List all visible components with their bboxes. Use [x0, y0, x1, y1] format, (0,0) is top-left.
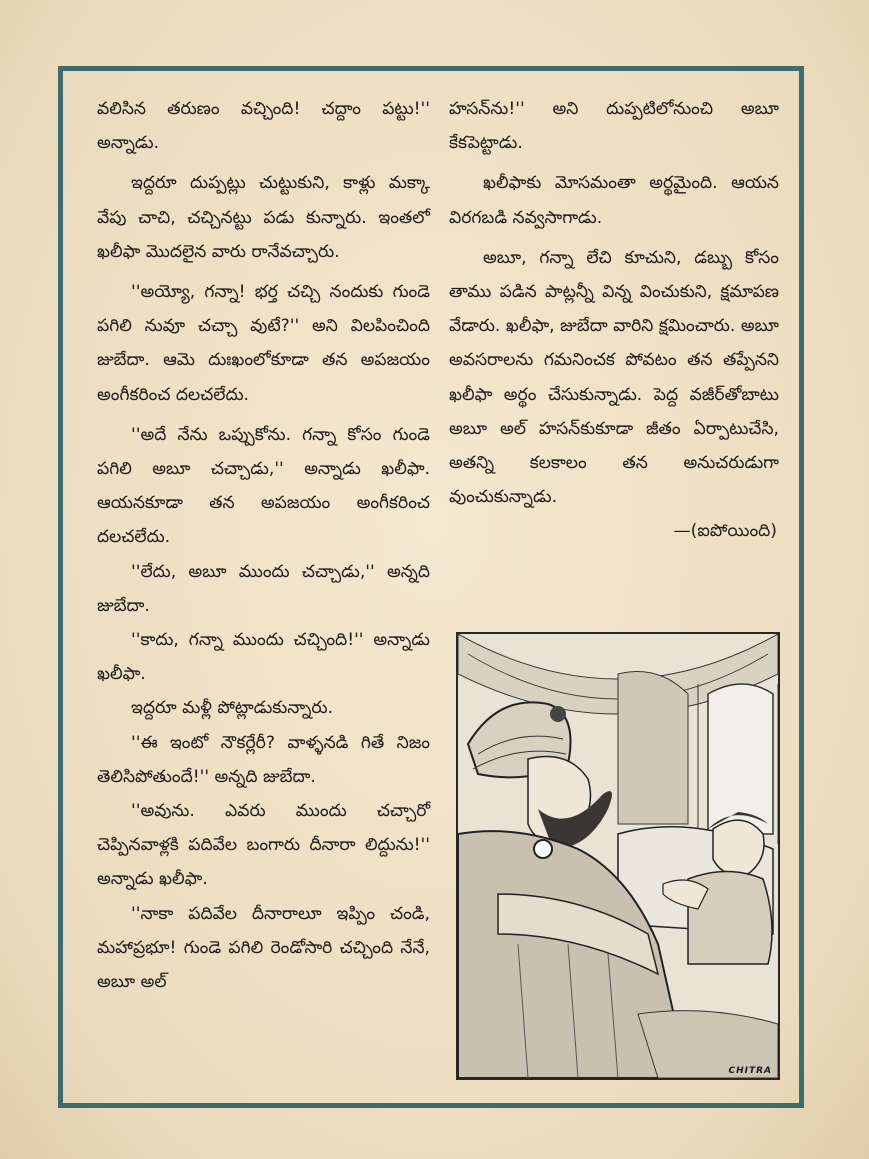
paragraph: ''నాకా పదివేల దీనారాలూ ఇప్పిం చండి, మహాప్రభూ! గుండె పగిలి రెండోసారి చచ్చింది నేనే, అబూ అల్	[97, 903, 430, 993]
paragraph: ఇద్దరూ దుప్పట్లు చుట్టుకుని, కాళ్లు మక్కా వేపు చాచి, చచ్చినట్టు పడు కున్నారు. ఇంతలో ఖలీఫా మొదలైన వారు రానేవచ్చారు.	[97, 173, 430, 262]
paragraph: ఇద్దరూ మళ్లీ పోట్లాడుకున్నారు.	[131, 698, 333, 719]
paragraph: ''అవును. ఎవరు ముందు చచ్చారో చెప్పినవాళ్లకి పదివేల బంగారు దీనారా లిద్దును!'' అన్నాడు ఖలీఫా.	[97, 801, 430, 890]
story-illustration	[456, 632, 780, 1080]
paragraph: ''ఈ ఇంటో నౌకర్లేరీ? వాళ్ళనడి గితే నిజం తెలిసిపోతుందే!'' అన్నది జుబేదా.	[97, 732, 430, 787]
paragraph: వలిసిన తరుణం వచ్చింది! చద్దాం పట్టు!'' అన్నాడు.	[97, 99, 430, 154]
paragraph: అబూ, గన్నా లేచి కూచుని, డబ్బు కోసం తాము పడిన పాట్లన్నీ విన్న వించుకుని, క్షమాపణ వేడారు. ఖలీఫా, జుబేదా వారిని క్షమించారు. అబూ అవసరాలను గమనించక పోవటం తన తప్పేనని ఖలీఫా అర్థం చేసుకున్నాడు. పెద్ద వజీర్‌తోబాటు అబూ అల్ హసన్‌కుకూడా జీతం ఏర్పాటుచేసి, అతన్ని కలకాలం తన అనుచరుడుగా వుంచుకున్నాడు.	[449, 247, 779, 508]
story-end-marker: —(ఐపోయింది)	[673, 521, 777, 542]
paragraph: ''అదే నేను ఒప్పుకోను. గన్నా కోసం గుండె పగిలి అబూ చచ్చాడు,'' అన్నాడు ఖలీఫా. ఆయనకూడా తన అపజయం అంగీకరించ దలచలేదు.	[97, 424, 430, 548]
right-text-column	[449, 92, 779, 549]
paragraph: ఖలీఫాకు మోసమంతా అర్థమైంది. ఆయన విరగబడి నవ్వసాగాడు.	[449, 173, 779, 228]
artist-signature: CHITRA	[728, 1066, 772, 1076]
paragraph: ''అయ్యో, గన్నా! భర్త చచ్చి నందుకు గుండె పగిలి నువూ చచ్చా వుటే?'' అని విలపించింది జుబేదా. ఆమె దుఃఖంలోకూడా తన అపజయం అంగీకరించ దలచలేదు.	[97, 282, 430, 405]
left-text-column	[97, 92, 430, 999]
illustration-drawing	[458, 634, 778, 1078]
paragraph: ''కాదు, గన్నా ముందు చచ్చింది!'' అన్నాడు ఖలీఫా.	[97, 630, 430, 685]
paragraph: హసన్‌ను!'' అని దుప్పటిలోనుంచి అబూ కేకపెట్టాడు.	[449, 99, 779, 154]
paragraph: ''లేదు, అబూ ముందు చచ్చాడు,'' అన్నది జుబేదా.	[97, 561, 430, 616]
